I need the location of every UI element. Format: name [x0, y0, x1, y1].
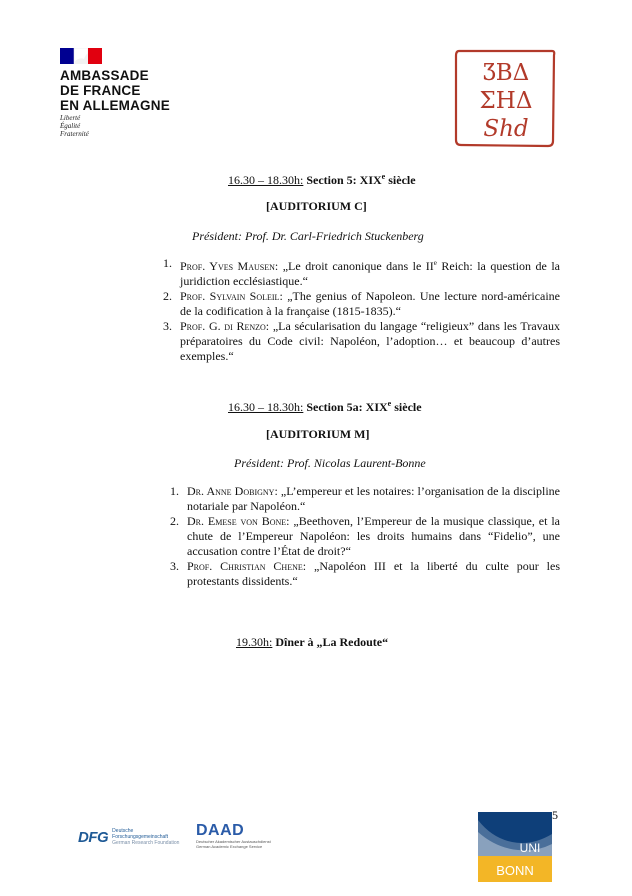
daad-wordmark: DAAD	[196, 822, 245, 839]
talk-title: „La sécularisation du langage “religieux” dans les Travaux préparatoires du Code civil: Napoléon, l’adoption… et beaucoup d’autres exemples.“	[180, 319, 560, 363]
zsh-logo	[453, 47, 558, 149]
dfg-name: Deutsche	[112, 828, 134, 834]
list-item	[161, 484, 560, 514]
dinner-title: Dîner à „La Redoute“	[272, 635, 389, 649]
list-item: 1. Prof. Yves Mausen: „Le droit canonique dans le IIe Reich: la question de la juridiction ecclésiastique.“	[154, 256, 560, 289]
speaker-name: Dr. Emese von Bone:	[187, 514, 290, 528]
item-number: 2.	[163, 289, 172, 303]
talk-title: „L’empereur et les notaires: l’organisation de la discipline notariale par Napoléon.“	[187, 484, 560, 513]
speaker-name: Prof. Sylvain Soleil:	[180, 289, 283, 303]
embassy-name	[60, 68, 170, 113]
daad-name: Deutscher Akademischer Austauschdienst	[196, 839, 271, 844]
dfg-wordmark: DFG	[78, 828, 109, 846]
section-title: Section 5a: XIXe siècle	[306, 399, 422, 414]
speaker-name: Dr. Anne Dobigny:	[187, 484, 278, 498]
item-number: 2.	[170, 514, 179, 528]
daad-logo	[196, 822, 271, 849]
motto-line: Liberté	[60, 114, 81, 122]
talk-title: Reich: la question de la juridiction ecclésiastique.“	[180, 259, 560, 288]
dinner-heading	[236, 635, 388, 649]
list-item	[161, 514, 560, 559]
talk-list	[161, 484, 560, 589]
dinner-time: 19.30h:	[236, 635, 273, 649]
uni-label: UNI	[519, 841, 541, 855]
speaker-name: Prof. Yves Mausen:	[180, 259, 279, 273]
president-line: Président: Prof. Nicolas Laurent-Bonne	[234, 456, 426, 470]
bonn-label: BONN	[496, 863, 534, 878]
list-item	[154, 319, 560, 364]
motto-line: Égalité	[60, 122, 81, 130]
page-number: 5	[552, 808, 558, 822]
zsh-logo-row: ƷBΔ	[482, 60, 530, 86]
item-number: 3.	[170, 559, 179, 573]
talk-title: „Beethoven, l’Empereur de la musique classique, et la chute de l’Empereur Napoléon: les droits humains dans “Fidelio”, une accusation contre l’État de droit?“	[187, 514, 560, 558]
talk-title: „Le droit canonique dans le II	[278, 259, 434, 273]
section-heading	[228, 170, 416, 187]
item-number: 1.	[170, 484, 179, 498]
list-item	[161, 559, 560, 589]
talk-title: „Napoléon III et la liberté du culte pour les protestants dissidents.“	[187, 559, 560, 588]
uni-bonn-logo	[478, 812, 552, 882]
embassy-line: EN ALLEMAGNE	[60, 98, 170, 113]
speaker-name: Prof. G. di Renzo:	[180, 319, 270, 333]
president-line: Président: Prof. Dr. Carl-Friedrich Stuckenberg	[192, 229, 424, 243]
republic-motto	[60, 114, 89, 138]
section-time: 16.30 – 18.30h:	[228, 400, 304, 414]
daad-name-en: German Academic Exchange Service	[196, 844, 263, 849]
room-label: [AUDITORIUM C]	[266, 199, 367, 213]
room-label: [AUDITORIUM M]	[266, 427, 370, 441]
list-item	[154, 289, 560, 319]
french-flag-logo	[60, 48, 102, 64]
item-number: 1.	[163, 256, 172, 270]
section-heading	[228, 397, 422, 414]
section-time: 16.30 – 18.30h:	[228, 173, 304, 187]
motto-line: Fraternité	[60, 130, 89, 138]
item-number: 3.	[163, 319, 172, 333]
talk-list	[154, 256, 560, 364]
embassy-line: DE FRANCE	[60, 83, 141, 98]
speaker-name: Prof. Christian Chene:	[187, 559, 307, 573]
zsh-logo-row: ΣHΔ	[479, 88, 533, 114]
dfg-logo	[78, 828, 179, 846]
section-title: Section 5: XIXe siècle	[306, 172, 416, 187]
zsh-logo-row: Shd	[483, 116, 529, 142]
dfg-name: Forschungsgemeinschaft	[112, 834, 169, 840]
embassy-line: AMBASSADE	[60, 68, 149, 83]
talk-title: „The genius of Napoleon. Une lecture nord-américaine de la codification à la française (1815-1835).“	[180, 289, 560, 318]
dfg-name-en: German Research Foundation	[112, 840, 180, 846]
